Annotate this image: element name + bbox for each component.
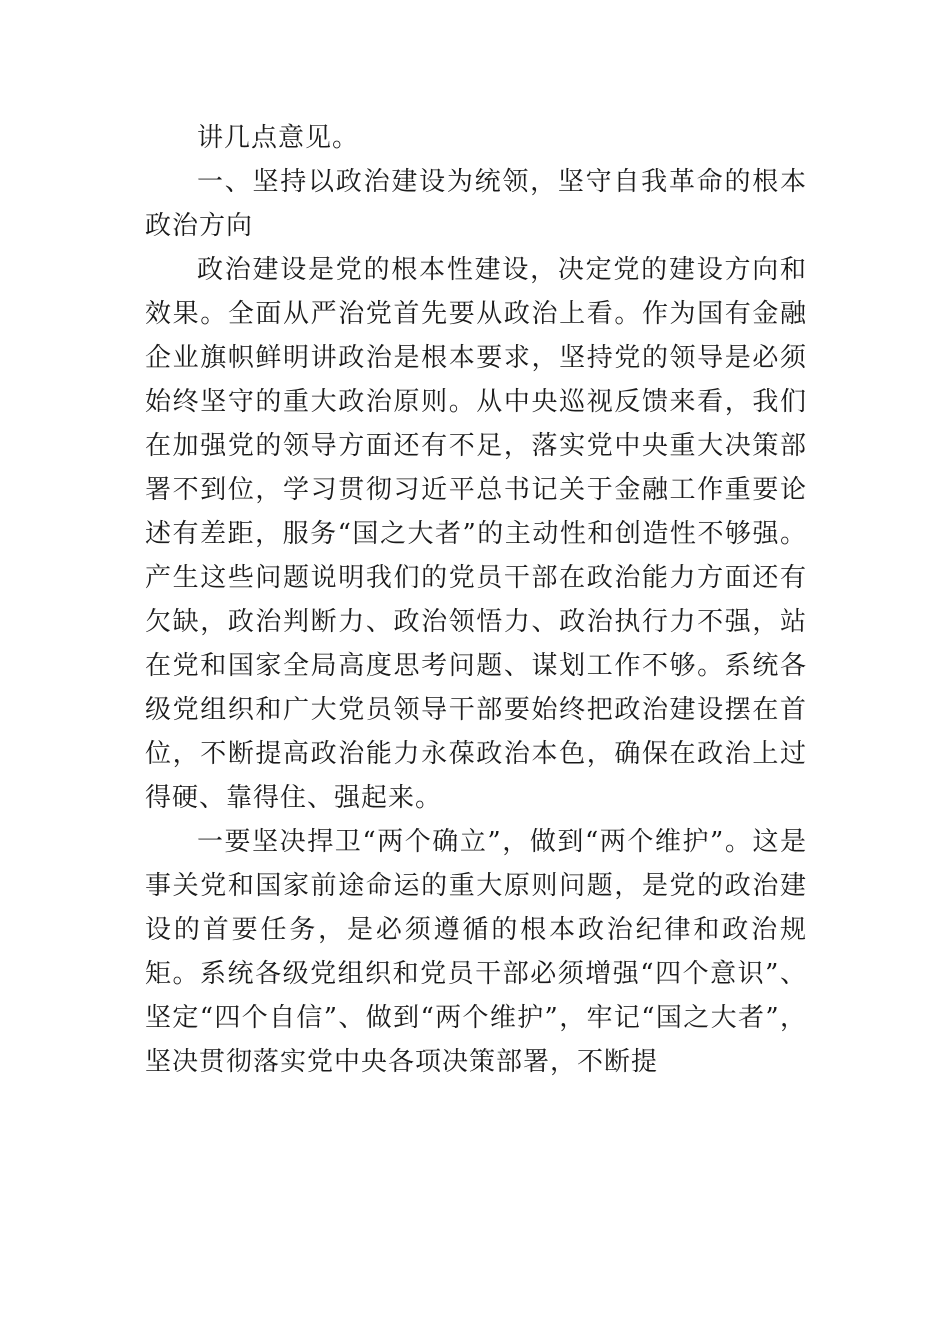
paragraph-opening: 讲几点意见。	[197, 123, 360, 153]
document-body	[145, 116, 807, 1084]
paragraph-two-establishments: 一要坚决捍卫“两个确立”，做到“两个维护”。这是事关党和国家前途命运的重大原则问题，是党的政治建设的首要任务，是必须遵循的根本政治纪律和政治规矩。系统各级党组织和党员干部必须增强“四个意识”、坚定“四个自信”、做到“两个维护”，牢记“国之大者”，坚决贯彻落实党中央各项决策部署，不断提	[145, 827, 807, 1077]
section-heading: 一、坚持以政治建设为统领，坚守自我革命的根本政治方向	[145, 167, 807, 241]
paragraph-political-construction: 政治建设是党的根本性建设，决定党的建设方向和效果。全面从严治党首先要从政治上看。作为国有金融企业旗帜鲜明讲政治是根本要求，坚持党的领导是必须始终坚守的重大政治原则。从中央巡视反馈来看，我们在加强党的领导方面还有不足，落实党中央重大决策部署不到位，学习贯彻习近平总书记关于金融工作重要论述有差距，服务“国之大者”的主动性和创造性不够强。产生这些问题说明我们的党员干部在政治能力方面还有欠缺，政治判断力、政治领悟力、政治执行力不强，站在党和国家全局高度思考问题、谋划工作不够。系统各级党组织和广大党员领导干部要始终把政治建设摆在首位，不断提高政治能力永葆政治本色，确保在政治上过得硬、靠得住、强起来。	[145, 255, 807, 813]
